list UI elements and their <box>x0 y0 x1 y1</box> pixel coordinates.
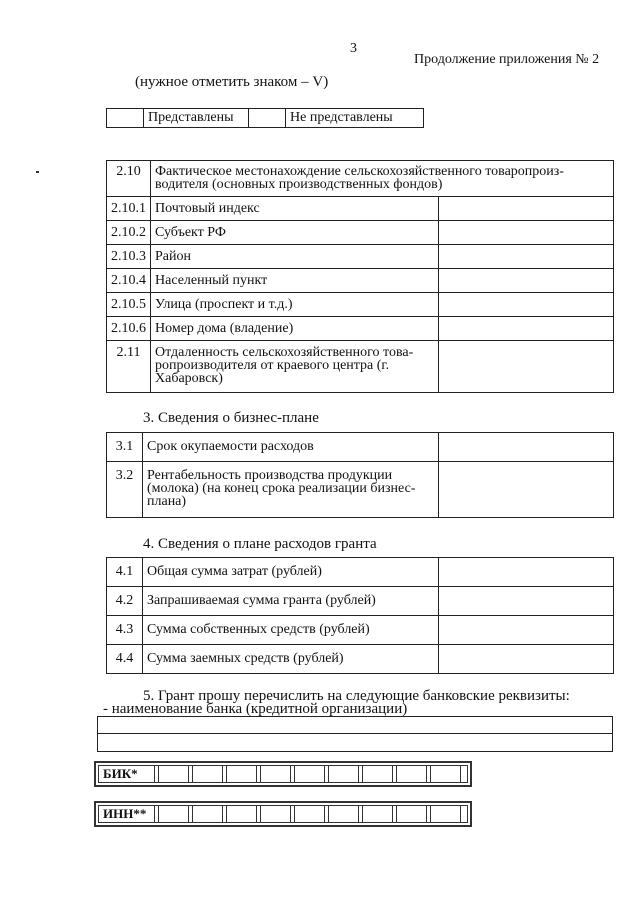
row-num: 4.3 <box>107 616 143 645</box>
row-num: 2.10.2 <box>107 221 151 245</box>
own-funds-field[interactable] <box>439 616 614 645</box>
row-num: 4.2 <box>107 587 143 616</box>
row-num: 2.10.3 <box>107 245 151 269</box>
row-num: 3.1 <box>107 433 143 462</box>
digit-cell[interactable] <box>158 806 189 822</box>
row-num: 2.10 <box>107 161 151 197</box>
grant-expense-table <box>106 557 614 674</box>
choice-table <box>106 108 424 128</box>
row-num: 4.4 <box>107 645 143 674</box>
row-label: Сумма заемных средств (рублей) <box>143 645 439 674</box>
profitability-field[interactable] <box>439 462 614 518</box>
region-field[interactable] <box>439 221 614 245</box>
borrowed-funds-field[interactable] <box>439 645 614 674</box>
row-num: 2.10.1 <box>107 197 151 221</box>
margin-mark <box>36 171 39 173</box>
digit-cell[interactable] <box>328 806 359 822</box>
row-label: Фактическое местонахождение сельскохозяйственного товаропроиз-водителя (основных производственных фондов) <box>151 161 614 197</box>
district-field[interactable] <box>439 245 614 269</box>
row-num: 2.10.6 <box>107 317 151 341</box>
digit-cell[interactable] <box>226 806 257 822</box>
digit-cell[interactable] <box>396 766 427 782</box>
digit-cell[interactable] <box>192 806 223 822</box>
locality-field[interactable] <box>439 269 614 293</box>
row-label: Район <box>151 245 439 269</box>
row-num: 2.11 <box>107 341 151 393</box>
payback-field[interactable] <box>439 433 614 462</box>
row-label: Рентабельность производства продукции (молока) (на конец срока реализации бизнес-плана) <box>143 462 439 518</box>
inn-label: ИНН** <box>99 806 155 822</box>
row-num: 4.1 <box>107 558 143 587</box>
digit-cell[interactable] <box>192 766 223 782</box>
row-num: 2.10.5 <box>107 293 151 317</box>
digit-cell[interactable] <box>328 766 359 782</box>
digit-cell[interactable] <box>294 766 325 782</box>
business-plan-table <box>106 432 614 518</box>
digit-cell[interactable] <box>430 766 461 782</box>
row-label: Субъект РФ <box>151 221 439 245</box>
section-4-title: 4. Сведения о плане расходов гранта <box>143 536 377 552</box>
requested-grant-field[interactable] <box>439 587 614 616</box>
section-5-title: 5. Грант прошу перечислить на следующие банковские реквизиты: <box>143 688 570 704</box>
location-table <box>106 160 614 393</box>
label-not-presented: Не представлены <box>286 109 424 128</box>
total-cost-field[interactable] <box>439 558 614 587</box>
bank-name-label: - наименование банка (кредитной организации) <box>103 701 408 717</box>
appendix-continuation: Продолжение приложения № 2 <box>414 52 600 67</box>
inn-field[interactable] <box>94 801 472 827</box>
row-label: Почтовый индекс <box>151 197 439 221</box>
instruction-text: (нужное отметить знаком – V) <box>135 74 329 90</box>
row-label: Сумма собственных средств (рублей) <box>143 616 439 645</box>
row-num: 2.10.4 <box>107 269 151 293</box>
digit-cell[interactable] <box>362 766 393 782</box>
checkbox-not-presented[interactable] <box>249 109 286 128</box>
street-field[interactable] <box>439 293 614 317</box>
row-label: Улица (проспект и т.д.) <box>151 293 439 317</box>
checkbox-presented[interactable] <box>107 109 144 128</box>
row-label: Отдаленность сельскохозяйственного това-ропроизводителя от краевого центра (г. Хабаровск) <box>151 341 439 393</box>
row-label: Срок окупаемости расходов <box>143 433 439 462</box>
row-label: Номер дома (владение) <box>151 317 439 341</box>
bank-name-field[interactable] <box>97 716 613 752</box>
digit-cell[interactable] <box>430 806 461 822</box>
section-3-title: 3. Сведения о бизнес-плане <box>143 410 319 426</box>
row-label: Населенный пункт <box>151 269 439 293</box>
digit-cell[interactable] <box>158 766 189 782</box>
label-presented: Представлены <box>144 109 249 128</box>
digit-cell[interactable] <box>294 806 325 822</box>
page-number: 3 <box>350 41 357 56</box>
distance-field[interactable] <box>439 341 614 393</box>
digit-cell[interactable] <box>226 766 257 782</box>
bik-label: БИК* <box>99 766 155 782</box>
digit-cell[interactable] <box>260 766 291 782</box>
row-num: 3.2 <box>107 462 143 518</box>
bik-field[interactable] <box>94 761 472 787</box>
digit-cell[interactable] <box>260 806 291 822</box>
digit-cell[interactable] <box>362 806 393 822</box>
row-label: Общая сумма затрат (рублей) <box>143 558 439 587</box>
digit-cell[interactable] <box>396 806 427 822</box>
postal-code-field[interactable] <box>439 197 614 221</box>
house-number-field[interactable] <box>439 317 614 341</box>
row-label: Запрашиваемая сумма гранта (рублей) <box>143 587 439 616</box>
